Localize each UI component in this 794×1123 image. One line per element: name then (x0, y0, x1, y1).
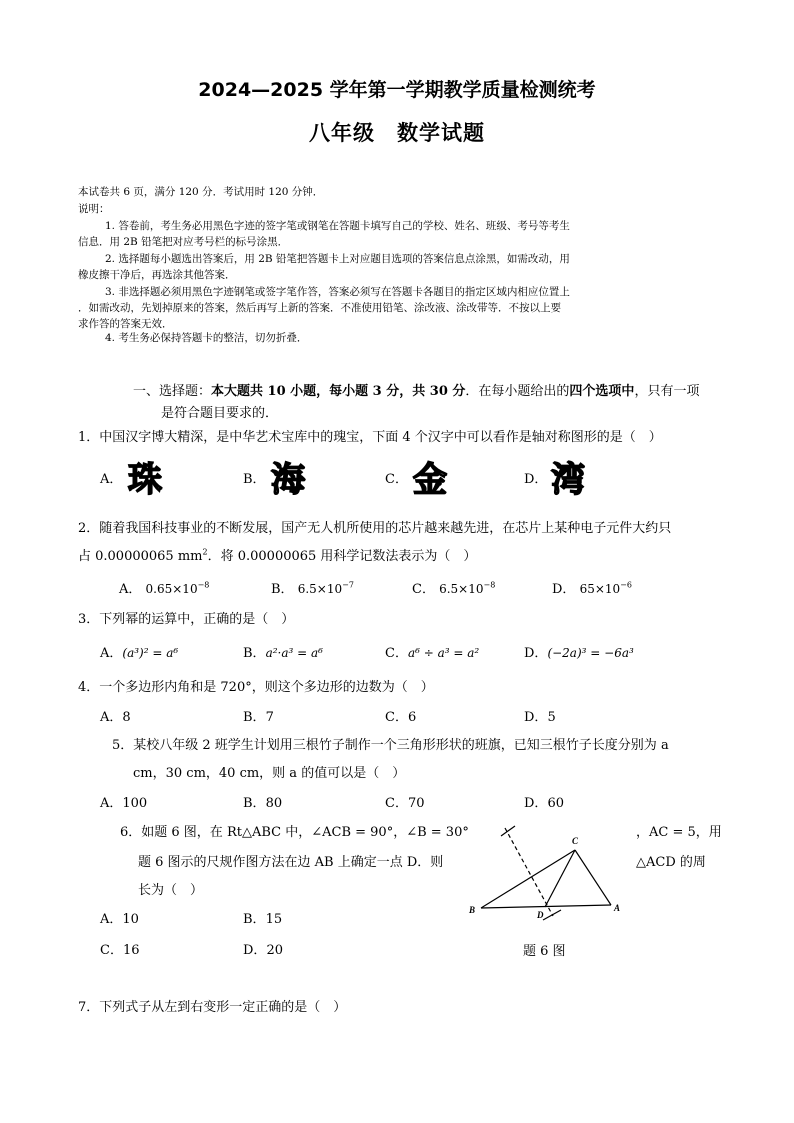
q4-stem: 4．一个多边形内角和是 720°，则这个多边形的边数为（ ） (78, 680, 434, 695)
instruction-1a: 1. 答卷前，考生务必用黑色字迹的签字笔或钢笔在答题卡填写自己的学校、姓名、班级、考号等考生 (105, 220, 570, 232)
q2-option-c: C． $6.5\times 10^{-8}$ (412, 580, 496, 597)
point-b-label: B (469, 905, 476, 915)
q6-option-d: D．20 (243, 943, 283, 958)
q3-option-c: C．a⁶ ÷ a³ = a² (385, 646, 480, 661)
q6-line2b: △ACD 的周 (636, 855, 706, 870)
q1-option-a-char: 珠 (128, 460, 162, 500)
q5-option-d: D．60 (524, 796, 564, 811)
q5-option-b: B．80 (243, 796, 283, 811)
instructions-line1: 本试卷共 6 页，满分 120 分．考试用时 120 分钟． (78, 186, 324, 198)
q4-option-d: D．5 (524, 710, 556, 725)
point-a-label: A (614, 903, 621, 913)
q3-option-d: D．(−2a)³ = −6a³ (524, 646, 634, 661)
section1-heading: 一、选择题：本大题共 10 小题，每小题 3 分，共 30 分．在每小题给出的四个选项中，只有一项 (133, 384, 700, 399)
instruction-3c: 求作答的答案无效． (78, 318, 173, 330)
q1-option-c-char: 金 (413, 460, 447, 500)
q1-option-d-label: D． (524, 472, 548, 487)
instruction-3a: 3. 非选择题必须用黑色字迹钢笔或签字笔作答，答案必须写在答题卡各题目的指定区域内相应位置上 (105, 286, 570, 298)
instruction-2a: 2. 选择题每小题选出答案后，用 2B 铅笔把答题卡上对应题目选项的答案信息点涂黑，如需改动，用 (105, 253, 570, 265)
q4-option-c: C．6 (385, 710, 417, 725)
q6-option-a: A．10 (100, 912, 139, 927)
q3-option-b: B．a²·a³ = a⁶ (243, 646, 323, 661)
q6-line3: 长为（ ） (138, 883, 204, 898)
q1-option-b-char: 海 (271, 460, 305, 500)
q6-line1a: 6．如题 6 图，在 Rt△ABC 中，∠ACB = 90°，∠B = 30° (120, 825, 469, 840)
q6-option-c: C．16 (100, 943, 140, 958)
instructions-label: 说明： (78, 203, 110, 215)
instruction-2b: 橡皮擦干净后，再选涂其他答案． (78, 269, 236, 281)
arc-mark-bottom (543, 910, 561, 920)
q3-option-a: A．(a³)² = a⁶ (100, 646, 179, 661)
segment-bc (481, 850, 575, 908)
q2-option-d: D． $65\times 10^{-6}$ (552, 580, 632, 597)
q7-stem: 7．下列式子从左到右变形一定正确的是（ ） (78, 1000, 347, 1015)
instruction-1b: 信息．用 2B 铅笔把对应考号栏的标号涂黑． (78, 236, 289, 248)
instruction-3b: ．如需改动，先划掉原来的答案，然后再写上新的答案．不准使用铅笔、涂改液、涂改带等．不按以上要 (78, 302, 561, 314)
q1-stem: 1．中国汉字博大精深，是中华艺术宝库中的瑰宝，下面 4 个汉字中可以看作是轴对称图形的是（ ） (78, 430, 662, 445)
point-d-label: D (537, 910, 544, 920)
q2-line1: 2．随着我国科技事业的不断发展，国产无人机所使用的芯片越来越先进，在芯片上某种电子元件大约只 (78, 521, 672, 536)
exam-title: 2024—2025 学年第一学期教学质量检测统考 (198, 79, 596, 101)
q3-stem: 3．下列幂的运算中，正确的是（ ） (78, 612, 295, 627)
q1-option-c-label: C． (385, 472, 408, 487)
segment-cd (545, 850, 575, 907)
instruction-4: 4. 考生务必保持答题卡的整洁，切勿折叠． (105, 332, 308, 344)
point-c-label: C (572, 836, 579, 846)
q5-line1: 5．某校八年级 2 班学生计划用三根竹子制作一个三角形形状的班旗，已知三根竹子长度分别为 a (112, 738, 669, 753)
q6-figure-caption: 题 6 图 (523, 944, 566, 959)
q4-option-b: B．7 (243, 710, 274, 725)
q1-option-a-label: A． (100, 472, 123, 487)
perpendicular-bisector (505, 828, 553, 916)
q5-option-a: A．100 (100, 796, 148, 811)
q6-line2a: 题 6 图示的尺规作图方法在边 AB 上确定一点 D．则 (138, 855, 444, 870)
section1-heading-line2: 是符合题目要求的． (161, 406, 279, 421)
exam-subtitle: 八年级 数学试题 (309, 121, 485, 145)
q2-option-a: A． $0.65\times 10^{-8}$ (119, 580, 210, 597)
q5-line2: cm，30 cm，40 cm，则 a 的值可以是（ ） (133, 766, 406, 781)
q2-option-b: B． $6.5\times 10^{-7}$ (271, 580, 354, 597)
q1-option-d-char: 湾 (551, 460, 585, 500)
q4-option-a: A．8 (100, 710, 131, 725)
q2-line2: 占 0.00000065 $mm^2$．将 0.00000065 用科学记数法表示为（ ） (78, 547, 477, 564)
q6-option-b: B．15 (243, 912, 283, 927)
q6-line1b: ，AC = 5，用 (636, 825, 722, 840)
q6-figure (465, 820, 635, 925)
segment-ca (575, 850, 611, 905)
q1-option-b-label: B． (243, 472, 266, 487)
q5-option-c: C．70 (385, 796, 425, 811)
